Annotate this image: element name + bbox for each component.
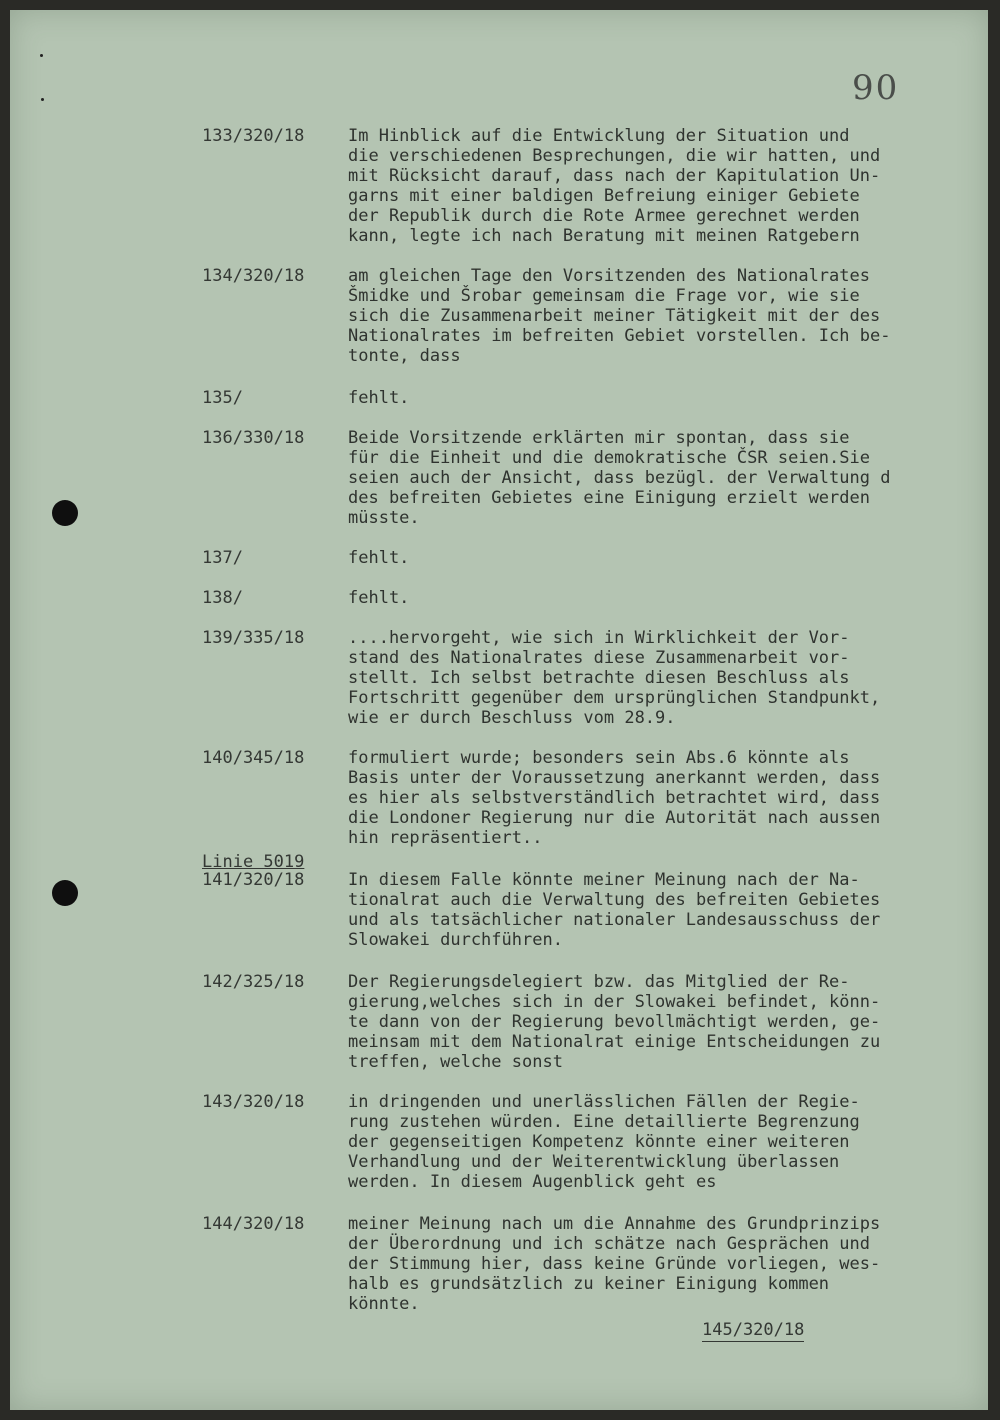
entry-reference: 142/325/18 — [202, 972, 305, 992]
entry-text-line: halb es grundsätzlich zu keiner Einigung kommen — [348, 1274, 830, 1294]
entry-reference: 133/320/18 — [202, 126, 305, 146]
entry-text-line: stand des Nationalrates diese Zusammenarbeit vor- — [348, 648, 850, 668]
entry-text-line: gierung,welches sich in der Slowakei befindet, könn- — [348, 992, 881, 1012]
punch-hole-bottom — [52, 880, 78, 906]
entry-text-line: am gleichen Tage den Vorsitzenden des Nationalrates — [348, 266, 870, 286]
entry-text-line: wie er durch Beschluss vom 28.9. — [348, 708, 676, 728]
entry-reference: 143/320/18 — [202, 1092, 305, 1112]
entry-text-line: in dringenden und unerlässlichen Fällen der Regie- — [348, 1092, 860, 1112]
entry-reference: 138/ — [202, 588, 243, 608]
entry-text-line: tonte, dass — [348, 346, 461, 366]
entry-text-line: die verschiedenen Besprechungen, die wir hatten, und — [348, 146, 881, 166]
entry-text-line: der Stimmung hier, dass keine Gründe vorliegen, wes- — [348, 1254, 881, 1274]
entry-text-line: des befreiten Gebietes eine Einigung erzielt werden — [348, 488, 870, 508]
entry-text-line: kann, legte ich nach Beratung mit meinen Ratgebern — [348, 226, 860, 246]
entry-reference: 134/320/18 — [202, 266, 305, 286]
entry-text-line: meinsam mit dem Nationalrat einige Entscheidungen zu — [348, 1032, 881, 1052]
entry-text-line: stellt. Ich selbst betrachte diesen Beschluss als — [348, 668, 850, 688]
linie-label: Linie 5019 — [202, 852, 305, 872]
entry-text-line: tionalrat auch die Verwaltung des befreiten Gebietes — [348, 890, 881, 910]
entry-text-line: te dann von der Regierung bevollmächtigt werden, ge- — [348, 1012, 881, 1032]
punch-hole-top — [52, 500, 78, 526]
entry-text-line: rung zustehen würden. Eine detaillierte Begrenzung — [348, 1112, 860, 1132]
entry-text-line: mit Rücksicht darauf, dass nach der Kapitulation Un- — [348, 166, 881, 186]
entry-text-line: Beide Vorsitzende erklärten mir spontan, dass sie — [348, 428, 850, 448]
entry-text-line: In diesem Falle könnte meiner Meinung nach der Na- — [348, 870, 860, 890]
entry-reference: 144/320/18 — [202, 1214, 305, 1234]
entry-text-line: meiner Meinung nach um die Annahme des Grundprinzips — [348, 1214, 881, 1234]
entry-text-line: Basis unter der Voraussetzung anerkannt werden, dass — [348, 768, 881, 788]
footer-reference: 145/320/18 — [702, 1320, 805, 1340]
entry-reference: 135/ — [202, 388, 243, 408]
entry-text-line: und als tatsächlicher nationaler Landesausschuss der — [348, 910, 881, 930]
entry-text-line: Fortschritt gegenüber dem ursprünglichen Standpunkt, — [348, 688, 881, 708]
entry-text-line: werden. In diesem Augenblick geht es — [348, 1172, 717, 1192]
document-page — [10, 10, 988, 1410]
entry-text-line: treffen, welche sonst — [348, 1052, 563, 1072]
entry-text-line: die Londoner Regierung nur die Autorität nach aussen — [348, 808, 881, 828]
entry-text-line: seien auch der Ansicht, dass bezügl. der Verwaltung d — [348, 468, 891, 488]
entry-reference: 137/ — [202, 548, 243, 568]
entry-text-line: müsste. — [348, 508, 420, 528]
entry-text-line: Verhandlung und der Weiterentwicklung überlassen — [348, 1152, 840, 1172]
entry-text-line: der Überordnung und ich schätze nach Gesprächen und — [348, 1234, 870, 1254]
entry-text-line: ....hervorgeht, wie sich in Wirklichkeit der Vor- — [348, 628, 850, 648]
entry-reference: 140/345/18 — [202, 748, 305, 768]
entry-text-line: fehlt. — [348, 388, 410, 408]
entry-text-line: Slowakei durchführen. — [348, 930, 563, 950]
entry-reference: 141/320/18 — [202, 870, 305, 890]
entry-text-line: Nationalrates im befreiten Gebiet vorstellen. Ich be- — [348, 326, 891, 346]
entry-text-line: für die Einheit und die demokratische ČSR seien.Sie — [348, 448, 870, 468]
entry-text-line: Šmidke und Šrobar gemeinsam die Frage vor, wie sie — [348, 286, 860, 306]
entry-reference: 139/335/18 — [202, 628, 305, 648]
speck-mark — [40, 54, 43, 57]
speck-mark — [41, 98, 44, 101]
entry-text-line: fehlt. — [348, 588, 410, 608]
entry-text-line: Im Hinblick auf die Entwicklung der Situation und — [348, 126, 850, 146]
entry-text-line: könnte. — [348, 1294, 420, 1314]
entry-reference: 136/330/18 — [202, 428, 305, 448]
entry-text-line: garns mit einer baldigen Befreiung einiger Gebiete — [348, 186, 860, 206]
entry-text-line: der gegenseitigen Kompetenz könnte einer weiteren — [348, 1132, 850, 1152]
entry-text-line: der Republik durch die Rote Armee gerechnet werden — [348, 206, 860, 226]
entry-text-line: Der Regierungsdelegiert bzw. das Mitglied der Re- — [348, 972, 850, 992]
entry-text-line: es hier als selbstverständlich betrachtet wird, dass — [348, 788, 881, 808]
entry-text-line: hin repräsentiert.. — [348, 828, 543, 848]
entry-text-line: formuliert wurde; besonders sein Abs.6 könnte als — [348, 748, 850, 768]
entry-text-line: fehlt. — [348, 548, 410, 568]
entry-text-line: sich die Zusammenarbeit meiner Tätigkeit mit der des — [348, 306, 881, 326]
page-number: 90 — [852, 68, 900, 108]
